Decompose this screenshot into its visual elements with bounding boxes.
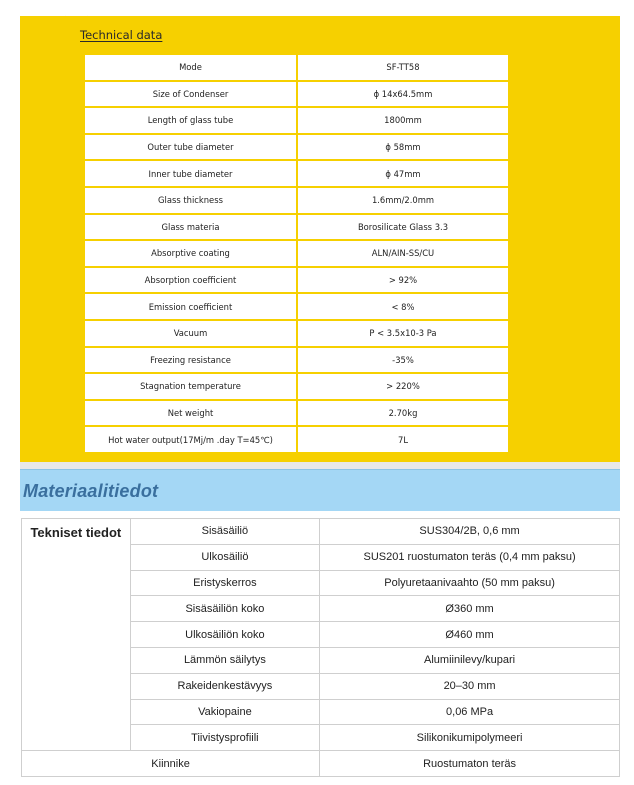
material-row-value: Ruostumaton teräs: [320, 751, 620, 777]
table-row: [85, 55, 508, 80]
tech-row-label: Absorption coefficient: [85, 268, 296, 293]
materials-group-label: Tekniset tiedot: [22, 519, 131, 751]
tech-row-value: > 92%: [298, 268, 508, 293]
tech-row-label: Mode: [85, 55, 296, 80]
material-row-value: Ø460 mm: [320, 622, 620, 648]
tech-row-value: < 8%: [298, 294, 508, 319]
material-row-label: Sisäsäiliö: [130, 519, 319, 545]
tech-row-value: 1800mm: [298, 108, 508, 133]
tech-row-label: Vacuum: [85, 321, 296, 346]
material-row-label: Kiinnike: [22, 751, 320, 777]
table-row: [85, 82, 508, 107]
material-row-label: Rakeidenkestävyys: [130, 673, 319, 699]
tech-row-label: Glass materia: [85, 215, 296, 240]
tech-row-label: Freezing resistance: [85, 348, 296, 373]
table-row: [85, 348, 508, 373]
table-row: [85, 188, 508, 213]
material-row-value: Polyuretaanivaahto (50 mm paksu): [320, 570, 620, 596]
tech-row-value: 2.70kg: [298, 401, 508, 426]
technical-data-panel: [20, 16, 620, 462]
tech-row-value: Borosilicate Glass 3.3: [298, 215, 508, 240]
tech-row-value: 7L: [298, 427, 508, 452]
table-row: [85, 135, 508, 160]
tech-row-value: ϕ 58mm: [298, 135, 508, 160]
table-row: [22, 751, 620, 777]
tech-row-value: > 220%: [298, 374, 508, 399]
tech-row-value: P < 3.5x10-3 Pa: [298, 321, 508, 346]
material-row-value: SUS201 ruostumaton teräs (0,4 mm paksu): [320, 544, 620, 570]
material-row-label: Ulkosäiliö: [130, 544, 319, 570]
technical-data-title: Technical data: [80, 28, 163, 42]
tech-row-label: Size of Condenser: [85, 82, 296, 107]
table-row: [85, 268, 508, 293]
material-row-label: Lämmön säilytys: [130, 647, 319, 673]
tech-row-value: 1.6mm/2.0mm: [298, 188, 508, 213]
technical-data-table: [83, 53, 510, 454]
material-row-label: Sisäsäiliön koko: [130, 596, 319, 622]
tech-row-label: Emission coefficient: [85, 294, 296, 319]
material-row-label: Eristyskerros: [130, 570, 319, 596]
tech-row-value: ϕ 47mm: [298, 161, 508, 186]
tech-row-label: Stagnation temperature: [85, 374, 296, 399]
material-row-label: Tiivistysprofiili: [130, 725, 319, 751]
table-row: [85, 161, 508, 186]
section-divider: [20, 462, 620, 469]
material-row-label: Ulkosäiliön koko: [130, 622, 319, 648]
materials-section-title: Materiaalitiedot: [23, 481, 159, 501]
tech-row-label: Glass thickness: [85, 188, 296, 213]
materials-table: [21, 518, 620, 777]
materials-section-header: [20, 469, 620, 511]
tech-row-label: Outer tube diameter: [85, 135, 296, 160]
material-row-label: Vakiopaine: [130, 699, 319, 725]
tech-row-label: Absorptive coating: [85, 241, 296, 266]
material-row-value: 0,06 MPa: [320, 699, 620, 725]
table-row: [85, 401, 508, 426]
tech-row-label: Hot water output(17Mj/m .day T=45℃): [85, 427, 296, 452]
top-tab-strip: [20, 0, 620, 17]
tech-row-label: Inner tube diameter: [85, 161, 296, 186]
table-row: [85, 294, 508, 319]
material-row-value: Alumiinilevy/kupari: [320, 647, 620, 673]
table-row: [85, 108, 508, 133]
tech-row-value: SF-TT58: [298, 55, 508, 80]
material-row-value: 20–30 mm: [320, 673, 620, 699]
tech-row-label: Net weight: [85, 401, 296, 426]
tech-row-value: ALN/AIN-SS/CU: [298, 241, 508, 266]
table-row: [85, 427, 508, 452]
tech-row-label: Length of glass tube: [85, 108, 296, 133]
tech-row-value: -35%: [298, 348, 508, 373]
table-row: [22, 519, 620, 545]
table-row: [85, 321, 508, 346]
material-row-value: Ø360 mm: [320, 596, 620, 622]
table-row: [85, 374, 508, 399]
material-row-value: SUS304/2B, 0,6 mm: [320, 519, 620, 545]
material-row-value: Silikonikumipolymeeri: [320, 725, 620, 751]
table-row: [85, 241, 508, 266]
table-row: [85, 215, 508, 240]
tech-row-value: ϕ 14x64.5mm: [298, 82, 508, 107]
